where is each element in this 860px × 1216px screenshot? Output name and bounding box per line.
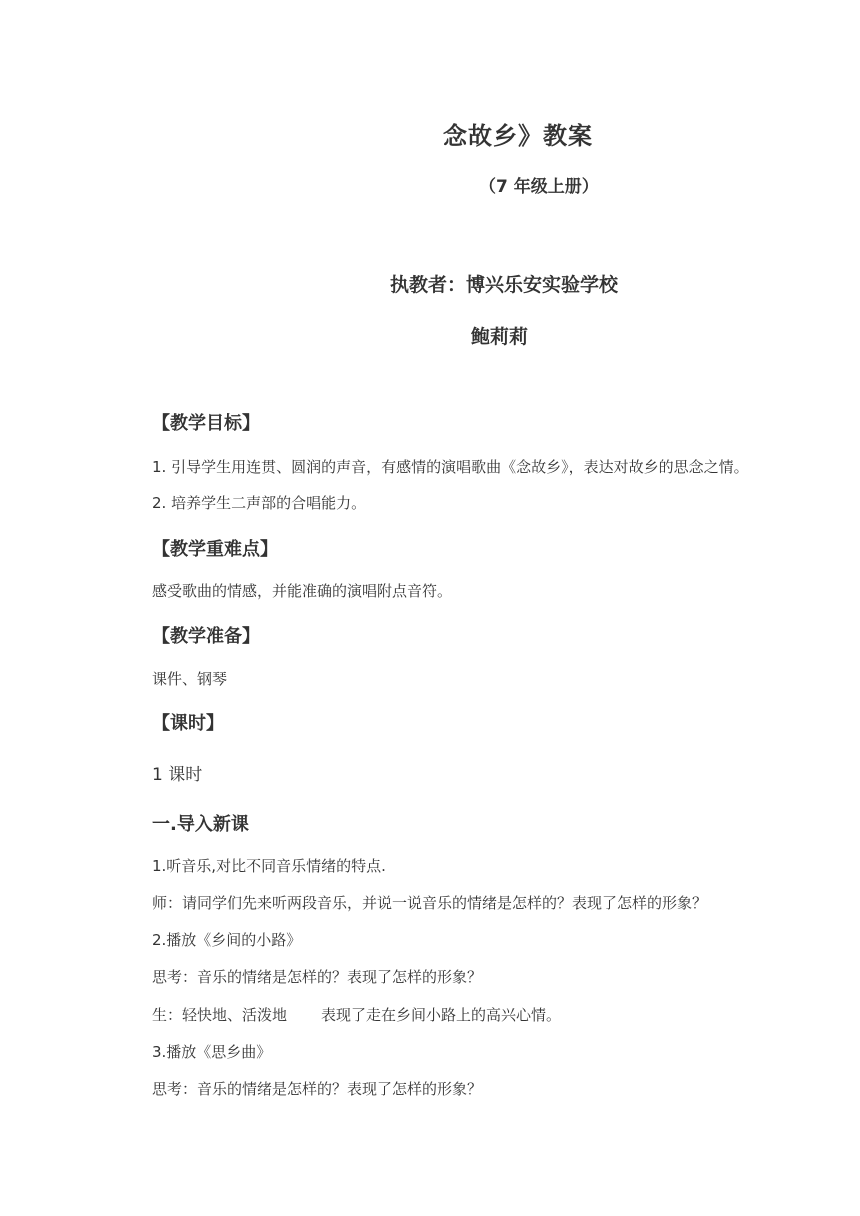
student-answer-part-1: 生：轻快地、活泼地 xyxy=(152,1006,288,1024)
intro-line-5: 3.播放《思乡曲》 xyxy=(152,1043,272,1061)
intro-line-2: 师：请同学们先来听两段音乐，并说一说音乐的情绪是怎样的？表现了怎样的形象？ xyxy=(152,894,708,912)
goal-item-2: 2. 培养学生二声部的合唱能力。 xyxy=(152,494,367,512)
preparation-text: 课件、钢琴 xyxy=(152,670,228,688)
teacher-name: 鲍莉莉 xyxy=(471,326,529,348)
intro-line-3: 2.播放《乡间的小路》 xyxy=(152,931,302,949)
teacher-school: 执教者：博兴乐安实验学校 xyxy=(390,274,619,296)
goals-heading: 【教学目标】 xyxy=(152,413,260,434)
student-answer-line xyxy=(152,1004,561,1025)
student-answer-part-2: 表现了走在乡间小路上的高兴心情。 xyxy=(321,1006,562,1024)
intro-heading: 一.导入新课 xyxy=(152,814,249,835)
key-points-text: 感受歌曲的情感，并能准确的演唱附点音符。 xyxy=(152,582,453,600)
key-points-heading: 【教学重难点】 xyxy=(152,539,278,560)
preparation-heading: 【教学准备】 xyxy=(152,626,260,647)
document-subtitle: （7 年级上册） xyxy=(479,177,599,197)
goal-item-1: 1. 引导学生用连贯、圆润的声音，有感情的演唱歌曲《念故乡》，表达对故乡的思念之情。 xyxy=(152,458,749,476)
intro-line-6: 思考：音乐的情绪是怎样的？表现了怎样的形象？ xyxy=(152,1080,483,1098)
periods-text: 1 课时 xyxy=(152,765,203,785)
document-title: 念故乡》教案 xyxy=(443,122,593,150)
intro-line-1: 1.听音乐,对比不同音乐情绪的特点. xyxy=(152,857,386,875)
intro-line-4: 思考：音乐的情绪是怎样的？表现了怎样的形象？ xyxy=(152,968,483,986)
periods-heading: 【课时】 xyxy=(152,713,224,734)
